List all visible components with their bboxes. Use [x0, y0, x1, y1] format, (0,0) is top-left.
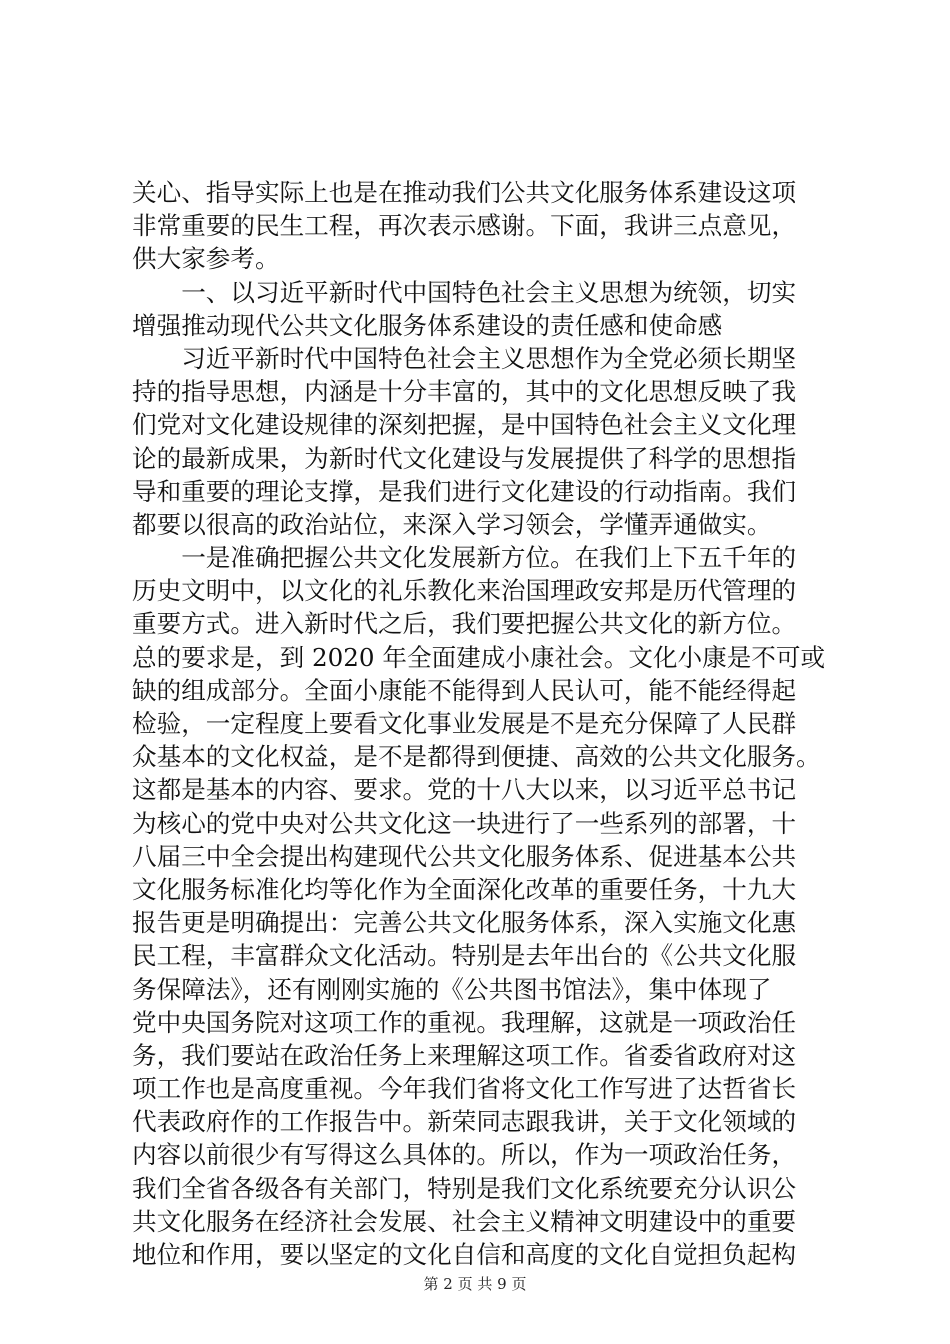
text-line: 持的指导思想，内涵是十分丰富的，其中的文化思想反映了我: [132, 377, 797, 407]
text-line: 代表政府作的工作报告中。新荣同志跟我讲，关于文化领域的: [132, 1107, 797, 1137]
text-line: 报告更是明确提出：完善公共文化服务体系，深入实施文化惠: [132, 908, 797, 938]
text-line: 内容以前很少有写得这么具体的。所以，作为一项政治任务，: [132, 1140, 797, 1170]
text-line: 都要以很高的政治站位，来深入学习领会，学懂弄通做实。: [132, 509, 772, 539]
text-line: 检验，一定程度上要看文化事业发展是不是充分保障了人民群: [132, 709, 797, 738]
text-line: 供大家参考。: [132, 244, 280, 274]
text-line: 项工作也是高度重视。今年我们省将文化工作写进了达哲省长: [132, 1074, 797, 1104]
body-text: [132, 176, 832, 1271]
text-line: 一是准确把握公共文化发展新方位。在我们上下五千年的: [132, 543, 797, 573]
text-line: 众基本的文化权益，是不是都得到便捷、高效的公共文化服务。: [132, 742, 821, 772]
text-line: 八届三中全会提出构建现代公共文化服务体系、促进基本公共: [132, 841, 797, 871]
text-line: 我们全省各级各有关部门，特别是我们文化系统要充分认识公: [132, 1173, 797, 1203]
text-line: 论的最新成果，为新时代文化建设与发展提供了科学的思想指: [132, 443, 797, 473]
text-line: 导和重要的理论支撑，是我们进行文化建设的行动指南。我们: [132, 476, 797, 506]
text-line: 重要方式。进入新时代之后，我们要把握公共文化的新方位。: [132, 609, 797, 639]
text-line: 总的要求是，到 2020 年全面建成小康社会。文化小康是不可或: [132, 642, 826, 672]
text-line: 务保障法》，还有刚刚实施的《公共图书馆法》，集中体现了: [132, 974, 772, 1004]
text-line: 这都是基本的内容、要求。党的十八大以来，以习近平总书记: [132, 775, 797, 805]
text-line: 文化服务标准化均等化作为全面深化改革的重要任务，十九大: [132, 874, 797, 904]
text-line: 党中央国务院对这项工作的重视。我理解，这就是一项政治任: [132, 1007, 797, 1037]
text-line: 非常重要的民生工程，再次表示感谢。下面，我讲三点意见，: [132, 211, 797, 241]
text-line: 们党对文化建设规律的深刻把握，是中国特色社会主义文化理: [132, 410, 797, 440]
text-line: 民工程，丰富群众文化活动。特别是去年出台的《公共文化服: [132, 941, 797, 971]
section-heading-line: 一、以习近平新时代中国特色社会主义思想为统领，切实: [132, 277, 797, 307]
text-line: 为核心的党中央对公共文化这一块进行了一些系列的部署，十: [132, 808, 797, 838]
text-line: 地位和作用，要以坚定的文化自信和高度的文化自觉担负起构: [132, 1240, 797, 1269]
text-line: 习近平新时代中国特色社会主义思想作为全党必须长期坚: [132, 343, 797, 373]
page-number-footer: 第 2 页 共 9 页: [423, 1275, 527, 1293]
text-line: 共文化服务在经济社会发展、社会主义精神文明建设中的重要: [132, 1206, 797, 1236]
text-line: 务，我们要站在政治任务上来理解这项工作。省委省政府对这: [132, 1040, 797, 1070]
text-line: 历史文明中，以文化的礼乐教化来治国理政安邦是历代管理的: [132, 576, 797, 606]
text-line: 缺的组成部分。全面小康能不能得到人民认可，能不能经得起: [132, 675, 797, 705]
section-heading-line: 增强推动现代公共文化服务体系建设的责任感和使命感: [132, 310, 723, 340]
text-line: 关心、指导实际上也是在推动我们公共文化服务体系建设这项: [132, 178, 797, 207]
